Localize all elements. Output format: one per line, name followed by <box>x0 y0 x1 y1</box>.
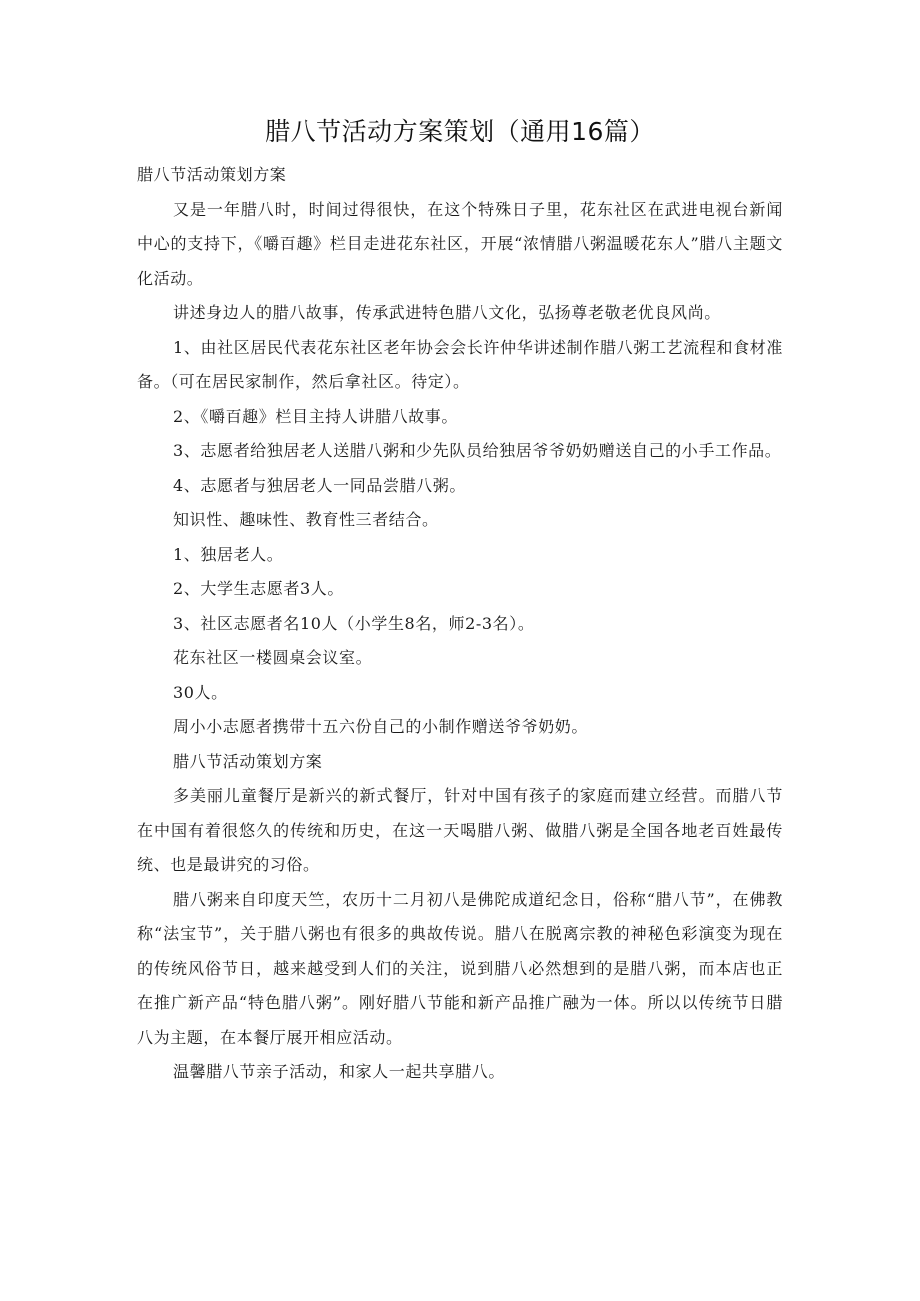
list-item: 1、由社区居民代表花东社区老年协会会长许仲华讲述制作腊八粥工艺流程和食材准备。（可在居民家制作，然后拿社区。待定）。 <box>137 337 783 391</box>
paragraph: 腊八粥来自印度天竺，农历十二月初八是佛陀成道纪念日，俗称“腊八节”，在佛教称“法宝节”，关于腊八粥也有很多的典故传说。腊八在脱离宗教的神秘色彩演变为现在的传统风俗节日，越来越受到人们的关注，说到腊八必然想到的是腊八粥，而本店也正在推广新产品“特色腊八粥”。刚好腊八节能和新产品推广融为一体。所以以传统节日腊八为主题，在本餐厅展开相应活动。 <box>137 889 783 1047</box>
paragraph: 多美丽儿童餐厅是新兴的新式餐厅，针对中国有孩子的家庭而建立经营。而腊八节在中国有着很悠久的传统和历史，在这一天喝腊八粥、做腊八粥是全国各地老百姓最传统、也是最讲究的习俗。 <box>137 786 783 874</box>
list-item: 2、大学生志愿者3人。 <box>173 579 344 598</box>
paragraph: 又是一年腊八时，时间过得很快，在这个特殊日子里，花东社区在武进电视台新闻中心的支持下，《嚼百趣》栏目走进花东社区，开展“浓情腊八粥温暖花东人”腊八主题文化活动。 <box>137 199 783 288</box>
paragraph: 花东社区一楼圆桌会议室。 <box>173 648 373 667</box>
list-item: 3、社区志愿者名10人（小学生8名，师2-3名）。 <box>173 613 535 633</box>
list-item: 1、独居老人。 <box>173 544 284 564</box>
document-body <box>137 158 783 1090</box>
paragraph: 讲述身边人的腊八故事，传承武进特色腊八文化，弘扬尊老敬老优良风尚。 <box>173 303 721 322</box>
paragraph: 30人。 <box>173 682 228 702</box>
document-title: 腊八节活动方案策划（通用16篇） <box>265 117 655 146</box>
section-heading: 腊八节活动策划方案 <box>137 165 287 184</box>
section-heading: 腊八节活动策划方案 <box>173 751 323 771</box>
paragraph: 周小小志愿者携带十五六份自己的小制作赠送爷爷奶奶。 <box>173 717 589 736</box>
list-item: 3、志愿者给独居老人送腊八粥和少先队员给独居爷爷奶奶赠送自己的小手工作品。 <box>173 441 782 460</box>
list-item: 2、《嚼百趣》栏目主持人讲腊八故事。 <box>173 406 458 426</box>
paragraph: 温馨腊八节亲子活动，和家人一起共享腊八。 <box>173 1062 506 1081</box>
paragraph: 知识性、趣味性、教育性三者结合。 <box>173 510 439 529</box>
list-item: 4、志愿者与独居老人一同品尝腊八粥。 <box>173 475 466 495</box>
